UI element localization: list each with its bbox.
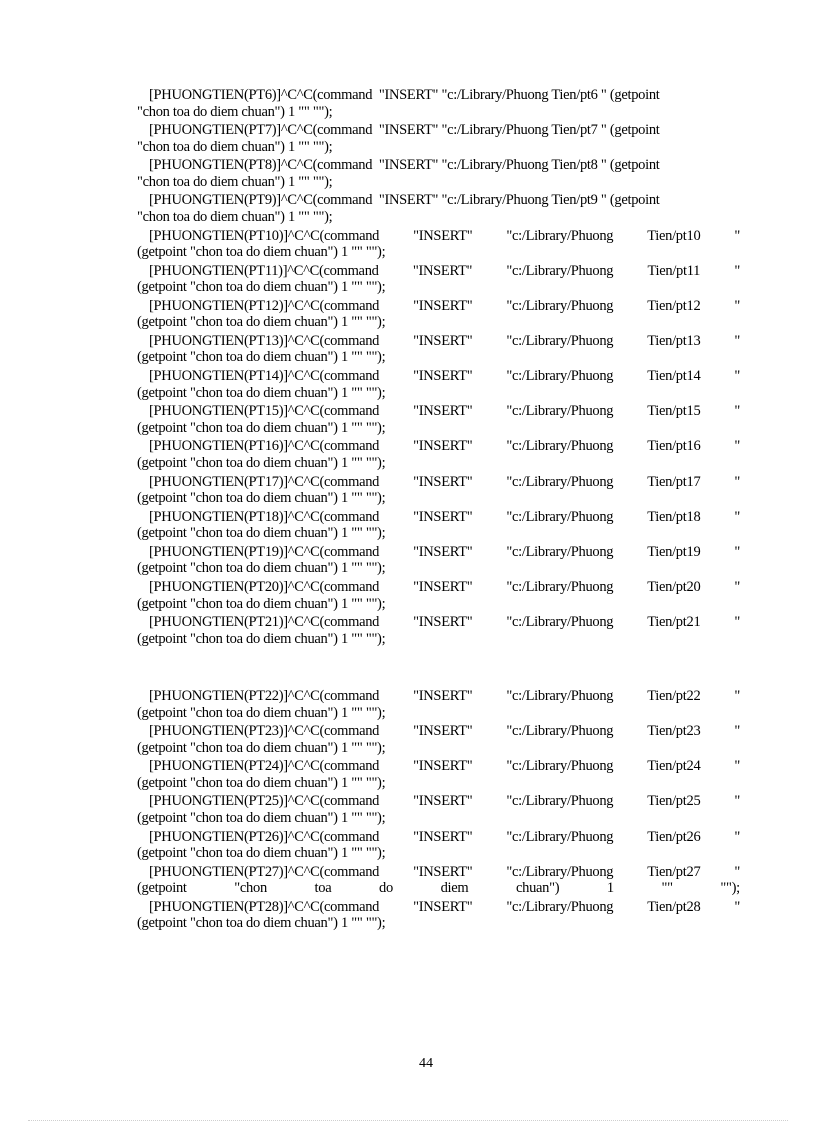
entry-token-cmd: [PHUONGTIEN(PT28)]^C^C(command [149, 898, 380, 915]
entry-token-tien: Tien/pt21 [647, 614, 701, 631]
entry-token-tien: Tien/pt24 [647, 758, 701, 775]
entry-token-lib: "c:/Library/Phuong [506, 332, 614, 349]
entry-word: toa [314, 880, 332, 897]
entry-token-q: " [734, 793, 740, 810]
entry-command-line [137, 298, 740, 315]
entry-word: "" [661, 880, 673, 897]
entry-getpoint-line: (getpoint "chon toa do diem chuan") 1 "" ""); [137, 490, 386, 507]
entry-token-cmd: [PHUONGTIEN(PT10)]^C^C(command [149, 227, 380, 244]
menu-macro-entry [137, 438, 740, 471]
menu-macro-entry [137, 192, 740, 225]
entry-getpoint-line: "chon toa do diem chuan") 1 "" ""); [137, 173, 333, 190]
entry-token-ins: "INSERT" [413, 403, 473, 420]
entry-token-cmd: [PHUONGTIEN(PT16)]^C^C(command [149, 438, 380, 455]
page-bottom-rule [28, 1120, 788, 1121]
entry-command-line [137, 228, 740, 245]
entry-getpoint-line: "chon toa do diem chuan") 1 "" ""); [137, 208, 333, 225]
entry-getpoint-line [137, 880, 740, 897]
entry-command-line [137, 579, 740, 596]
entry-word: "chon [234, 880, 267, 897]
entry-token-lib: "c:/Library/Phuong [506, 898, 614, 915]
entry-token-cmd: [PHUONGTIEN(PT20)]^C^C(command [149, 579, 380, 595]
entry-token-ins: "INSERT" [413, 297, 473, 314]
entry-token-q: " [734, 403, 740, 420]
entry-token-cmd: [PHUONGTIEN(PT13)]^C^C(command [149, 332, 380, 349]
entry-token-ins: "INSERT" [413, 438, 473, 455]
entry-command-line [137, 864, 740, 881]
entry-token-tien: Tien/pt18 [647, 508, 701, 525]
entry-token-lib: "c:/Library/Phuong [506, 403, 614, 420]
entry-token-lib: "c:/Library/Phuong [506, 438, 614, 455]
entry-token-cmd: [PHUONGTIEN(PT18)]^C^C(command [149, 508, 380, 525]
entry-token-ins: "INSERT" [413, 368, 473, 385]
entry-token-tien: Tien/pt23 [647, 723, 701, 740]
entry-token-tien: Tien/pt14 [647, 368, 701, 385]
entry-getpoint-line: (getpoint "chon toa do diem chuan") 1 "" ""); [137, 809, 386, 826]
entry-token-tien: Tien/pt15 [647, 403, 701, 420]
menu-macro-entry [137, 122, 740, 155]
entry-token-q: " [734, 332, 740, 349]
entry-token-cmd: [PHUONGTIEN(PT15)]^C^C(command [149, 403, 380, 420]
entry-token-ins: "INSERT" [413, 332, 473, 349]
entry-token-ins: "INSERT" [413, 828, 473, 845]
entry-token-tien: Tien/pt27 [647, 863, 701, 880]
entry-token-lib: "c:/Library/Phuong [506, 723, 614, 740]
entry-token-cmd: [PHUONGTIEN(PT14)]^C^C(command [149, 368, 380, 385]
entry-token-ins: "INSERT" [413, 543, 473, 560]
entry-command-line: [PHUONGTIEN(PT6)]^C^C(command "INSERT" "c:/Library/Phuong Tien/pt6 " (getpoint [149, 87, 660, 103]
entry-token-cmd: [PHUONGTIEN(PT27)]^C^C(command [149, 863, 380, 880]
entry-token-lib: "c:/Library/Phuong [506, 262, 614, 279]
entry-getpoint-line: (getpoint "chon toa do diem chuan") 1 "" ""); [137, 454, 386, 471]
menu-macro-entry [137, 403, 740, 436]
entry-command-line [137, 829, 740, 846]
entry-word: ""); [720, 880, 740, 897]
entry-getpoint-line: (getpoint "chon toa do diem chuan") 1 "" ""); [137, 349, 386, 366]
entry-token-q: " [734, 262, 740, 279]
entry-token-lib: "c:/Library/Phuong [506, 614, 614, 631]
entry-token-ins: "INSERT" [413, 758, 473, 775]
entry-getpoint-line: (getpoint "chon toa do diem chuan") 1 "" ""); [137, 419, 386, 436]
entry-token-tien: Tien/pt11 [647, 262, 701, 279]
menu-macro-entry [137, 368, 740, 401]
entry-token-cmd: [PHUONGTIEN(PT26)]^C^C(command [149, 828, 380, 845]
entry-token-lib: "c:/Library/Phuong [506, 579, 614, 595]
entry-getpoint-line: (getpoint "chon toa do diem chuan") 1 "" ""); [137, 314, 386, 331]
entry-getpoint-line: "chon toa do diem chuan") 1 "" ""); [137, 103, 333, 120]
entry-command-line [137, 614, 740, 631]
menu-macro-entry [137, 333, 740, 366]
entry-token-q: " [734, 614, 740, 631]
entry-token-tien: Tien/pt25 [647, 793, 701, 810]
menu-macro-entry [137, 793, 740, 826]
menu-macro-entry [137, 228, 740, 261]
menu-macro-entry [137, 899, 740, 932]
entry-command-line [137, 509, 740, 526]
entry-getpoint-line: "chon toa do diem chuan") 1 "" ""); [137, 138, 333, 155]
entry-getpoint-line: (getpoint "chon toa do diem chuan") 1 "" ""); [137, 560, 386, 577]
entry-token-q: " [734, 368, 740, 385]
entry-token-lib: "c:/Library/Phuong [506, 688, 614, 704]
entry-token-tien: Tien/pt22 [647, 688, 701, 704]
entry-token-ins: "INSERT" [412, 262, 473, 279]
entry-command-line [137, 688, 740, 705]
entry-getpoint-line: (getpoint "chon toa do diem chuan") 1 "" ""); [137, 915, 386, 932]
entry-command-line [137, 758, 740, 775]
entry-token-tien: Tien/pt28 [647, 898, 701, 915]
entry-command-line [137, 333, 740, 350]
entry-token-ins: "INSERT" [413, 863, 473, 880]
entry-token-cmd: [PHUONGTIEN(PT22)]^C^C(command [149, 688, 380, 704]
entry-token-tien: Tien/pt10 [647, 227, 701, 244]
entry-token-lib: "c:/Library/Phuong [506, 508, 614, 525]
menu-macro-entry [137, 157, 740, 190]
entry-token-lib: "c:/Library/Phuong [506, 473, 614, 490]
entry-token-tien: Tien/pt17 [647, 473, 701, 490]
page-number: 44 [419, 1056, 433, 1071]
menu-macro-entry [137, 474, 740, 507]
entry-token-cmd: [PHUONGTIEN(PT17)]^C^C(command [149, 473, 380, 490]
menu-macro-entry [137, 87, 740, 120]
entry-token-ins: "INSERT" [413, 793, 473, 810]
menu-macro-entry [137, 864, 740, 897]
entry-token-tien: Tien/pt26 [647, 828, 701, 845]
entry-command-line [137, 438, 740, 455]
entry-token-tien: Tien/pt16 [647, 438, 701, 455]
entry-token-ins: "INSERT" [413, 614, 473, 631]
entry-getpoint-line: (getpoint "chon toa do diem chuan") 1 "" ""); [137, 630, 386, 647]
entry-token-q: " [734, 543, 740, 560]
entry-command-line [137, 403, 740, 420]
entry-token-cmd: [PHUONGTIEN(PT23)]^C^C(command [149, 723, 380, 740]
entry-word: 1 [606, 880, 614, 897]
entry-token-lib: "c:/Library/Phuong [506, 368, 614, 385]
entry-token-q: " [734, 438, 740, 455]
entry-token-cmd: [PHUONGTIEN(PT19)]^C^C(command [149, 543, 380, 560]
entry-token-cmd: [PHUONGTIEN(PT25)]^C^C(command [149, 793, 380, 810]
entry-token-ins: "INSERT" [413, 688, 473, 704]
entry-token-q: " [734, 473, 740, 490]
entry-getpoint-line: (getpoint "chon toa do diem chuan") 1 "" ""); [137, 595, 386, 612]
entry-command-line [137, 793, 740, 810]
entry-token-q: " [734, 828, 740, 845]
entry-command-line [137, 368, 740, 385]
entry-token-lib: "c:/Library/Phuong [506, 758, 614, 775]
entry-command-line: [PHUONGTIEN(PT7)]^C^C(command "INSERT" "c:/Library/Phuong Tien/pt7 " (getpoint [149, 122, 660, 139]
entry-command-line [137, 263, 740, 280]
entry-token-ins: "INSERT" [413, 473, 473, 490]
entry-token-ins: "INSERT" [413, 579, 473, 595]
entry-token-cmd: [PHUONGTIEN(PT12)]^C^C(command [149, 297, 380, 314]
entry-word: chuan") [516, 880, 560, 897]
menu-macro-entry [137, 614, 740, 647]
entry-token-tien: Tien/pt20 [647, 579, 701, 595]
entry-token-ins: "INSERT" [413, 898, 473, 915]
entry-token-lib: "c:/Library/Phuong [506, 863, 614, 880]
entry-getpoint-line: (getpoint "chon toa do diem chuan") 1 "" ""); [137, 244, 386, 260]
entry-token-q: " [734, 688, 740, 704]
menu-macro-entry [137, 723, 740, 756]
entry-word: do [379, 880, 393, 897]
entry-word: (getpoint [137, 880, 187, 897]
entry-token-q: " [734, 863, 740, 880]
entry-token-tien: Tien/pt13 [647, 332, 701, 349]
entry-getpoint-line: (getpoint "chon toa do diem chuan") 1 "" ""); [137, 704, 386, 721]
menu-macro-entry [137, 263, 740, 296]
menu-macro-entry [137, 688, 740, 721]
entry-token-q: " [734, 508, 740, 525]
entry-token-cmd: [PHUONGTIEN(PT24)]^C^C(command [149, 758, 380, 775]
menu-macro-entry [137, 298, 740, 331]
entry-token-tien: Tien/pt19 [647, 543, 701, 560]
menu-macro-entry [137, 509, 740, 542]
entry-token-tien: Tien/pt12 [647, 297, 701, 314]
entry-token-lib: "c:/Library/Phuong [506, 828, 614, 845]
entry-token-ins: "INSERT" [413, 723, 473, 740]
entry-word: diem [440, 880, 469, 897]
entry-token-lib: "c:/Library/Phuong [506, 543, 614, 560]
menu-macro-entry [137, 829, 740, 862]
entry-token-ins: "INSERT" [413, 227, 473, 244]
entry-command-line [137, 723, 740, 740]
entry-command-line: [PHUONGTIEN(PT9)]^C^C(command "INSERT" "c:/Library/Phuong Tien/pt9 " (getpoint [149, 192, 660, 209]
entry-token-q: " [734, 227, 740, 244]
entry-command-line: [PHUONGTIEN(PT8)]^C^C(command "INSERT" "c:/Library/Phuong Tien/pt8 " (getpoint [149, 157, 660, 174]
entry-getpoint-line: (getpoint "chon toa do diem chuan") 1 "" ""); [137, 525, 386, 542]
entry-token-lib: "c:/Library/Phuong [506, 793, 614, 810]
menu-macro-entry [137, 579, 740, 612]
menu-macro-entry [137, 544, 740, 577]
entry-token-ins: "INSERT" [413, 508, 473, 525]
entry-token-cmd: [PHUONGTIEN(PT21)]^C^C(command [149, 614, 380, 631]
entry-token-lib: "c:/Library/Phuong [506, 227, 614, 244]
entry-getpoint-line: (getpoint "chon toa do diem chuan") 1 "" ""); [137, 384, 386, 401]
entry-getpoint-line: (getpoint "chon toa do diem chuan") 1 "" ""); [137, 279, 386, 296]
entry-getpoint-line: (getpoint "chon toa do diem chuan") 1 "" ""); [137, 739, 386, 756]
entry-command-line [137, 474, 740, 491]
entry-command-line [137, 899, 740, 916]
entry-token-cmd: [PHUONGTIEN(PT11)]^C^C(command [149, 262, 379, 279]
entry-getpoint-line: (getpoint "chon toa do diem chuan") 1 "" ""); [137, 774, 386, 791]
entry-command-line [137, 544, 740, 561]
entry-token-q: " [734, 758, 740, 775]
entry-token-q: " [734, 723, 740, 740]
entry-token-q: " [734, 579, 740, 595]
entry-getpoint-line: (getpoint "chon toa do diem chuan") 1 "" ""); [137, 845, 386, 862]
menu-macro-entry [137, 758, 740, 791]
entry-token-lib: "c:/Library/Phuong [506, 297, 614, 314]
entry-token-q: " [734, 297, 740, 314]
entry-token-q: " [734, 898, 740, 915]
